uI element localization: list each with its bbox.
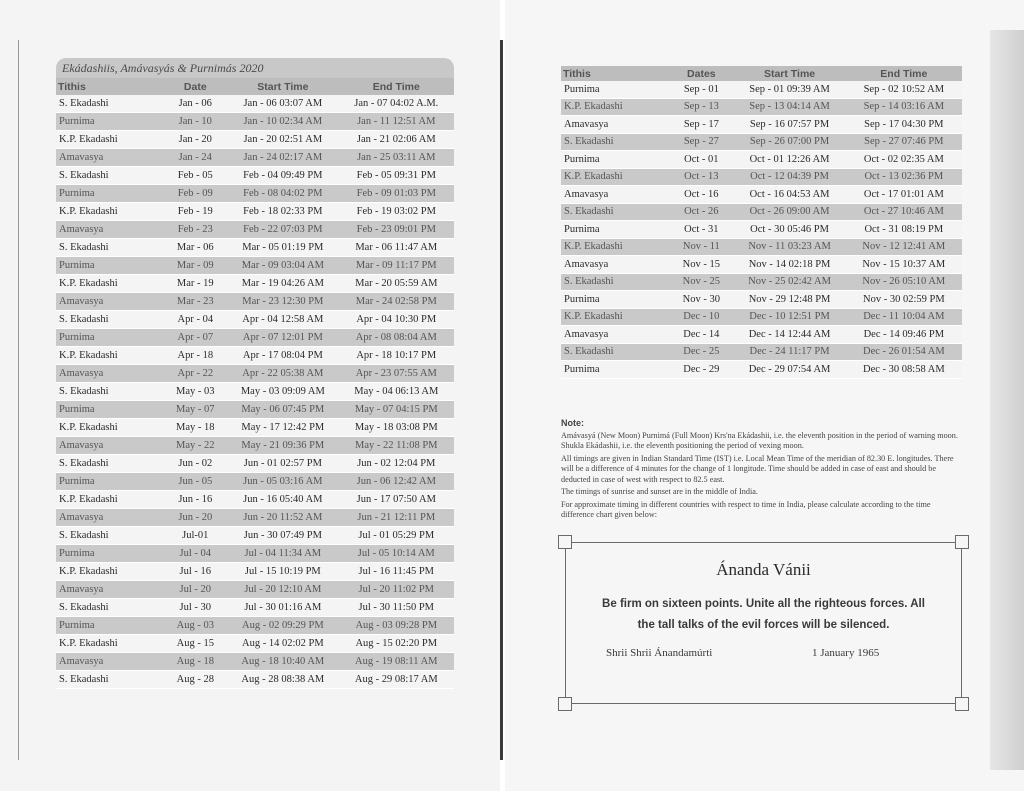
end-time-cell: Dec - 11 10:04 AM: [846, 308, 962, 326]
tithi-cell: Purnima: [56, 113, 163, 131]
start-time-cell: Nov - 25 02:42 AM: [733, 273, 845, 291]
tithi-cell: Purnima: [56, 545, 163, 563]
date-cell: Jun - 02: [163, 455, 227, 473]
tithi-cell: S. Ekadashi: [56, 95, 163, 113]
end-time-cell: Jun - 17 07:50 AM: [339, 491, 454, 509]
end-time-cell: Feb - 19 03:02 PM: [339, 203, 454, 221]
date-cell: May - 22: [163, 437, 227, 455]
table-row: [56, 95, 454, 113]
table-row: [56, 383, 454, 401]
table-row: [56, 527, 454, 545]
tithi-cell: Amavasya: [561, 326, 669, 344]
right-table-body: [561, 81, 962, 378]
start-time-cell: Oct - 30 05:46 PM: [733, 221, 845, 239]
tithi-cell: Amavasya: [56, 293, 163, 311]
right-tithi-table-section: [561, 66, 962, 379]
end-time-cell: Jan - 07 04:02 A.M.: [339, 95, 454, 113]
start-time-cell: Jul - 04 11:34 AM: [227, 545, 338, 563]
table-row: [56, 203, 454, 221]
quote-title: Ánanda Vánii: [716, 560, 811, 579]
date-cell: Feb - 05: [163, 167, 227, 185]
start-time-cell: Oct - 16 04:53 AM: [733, 186, 845, 204]
end-time-cell: Aug - 29 08:17 AM: [339, 671, 454, 689]
table-row: [56, 653, 454, 671]
date-cell: Jan - 10: [163, 113, 227, 131]
date-cell: Apr - 18: [163, 347, 227, 365]
ananda-vanii-box: [565, 542, 962, 704]
table-row: [56, 635, 454, 653]
date-cell: Jul-01: [163, 527, 227, 545]
date-cell: Nov - 15: [669, 256, 733, 274]
end-time-cell: May - 18 03:08 PM: [339, 419, 454, 437]
start-time-cell: May - 21 09:36 PM: [227, 437, 338, 455]
date-cell: Apr - 04: [163, 311, 227, 329]
start-time-cell: Jun - 05 03:16 AM: [227, 473, 338, 491]
table-row: [56, 581, 454, 599]
notes-title: Note:: [561, 418, 584, 428]
end-time-cell: Nov - 26 05:10 AM: [846, 273, 962, 291]
end-time-cell: Nov - 12 12:41 AM: [846, 238, 962, 256]
tithi-cell: Purnima: [561, 291, 669, 309]
table-row: [56, 455, 454, 473]
tithi-cell: S. Ekadashi: [56, 311, 163, 329]
date-cell: May - 03: [163, 383, 227, 401]
table-row: [561, 361, 962, 379]
end-time-cell: Mar - 09 11:17 PM: [339, 257, 454, 275]
start-time-cell: Feb - 22 07:03 PM: [227, 221, 338, 239]
date-cell: Dec - 10: [669, 308, 733, 326]
end-time-cell: Jun - 02 12:04 PM: [339, 455, 454, 473]
table-row: [56, 239, 454, 257]
end-time-cell: Jun - 06 12:42 AM: [339, 473, 454, 491]
tithi-cell: Amavasya: [56, 653, 163, 671]
end-time-cell: Jul - 01 05:29 PM: [339, 527, 454, 545]
date-cell: Jun - 05: [163, 473, 227, 491]
date-cell: Feb - 19: [163, 203, 227, 221]
tithi-cell: K.P. Ekadashi: [56, 275, 163, 293]
header-dates: Dates: [669, 66, 733, 81]
start-time-cell: Jul - 30 01:16 AM: [227, 599, 338, 617]
end-time-cell: Aug - 19 08:11 AM: [339, 653, 454, 671]
tithi-cell: Amavasya: [56, 221, 163, 239]
tithi-cell: Purnima: [56, 473, 163, 491]
end-time-cell: Feb - 23 09:01 PM: [339, 221, 454, 239]
table-row: [56, 545, 454, 563]
end-time-cell: Sep - 02 10:52 AM: [846, 81, 962, 98]
tithi-cell: Amavasya: [56, 581, 163, 599]
date-cell: Mar - 09: [163, 257, 227, 275]
end-time-cell: Oct - 31 08:19 PM: [846, 221, 962, 239]
table-row: [56, 257, 454, 275]
start-time-cell: Jan - 24 02:17 AM: [227, 149, 338, 167]
end-time-cell: May - 04 06:13 AM: [339, 383, 454, 401]
start-time-cell: Mar - 23 12:30 PM: [227, 293, 338, 311]
date-cell: Jun - 16: [163, 491, 227, 509]
table-row: [561, 221, 962, 239]
start-time-cell: Feb - 18 02:33 PM: [227, 203, 338, 221]
end-time-cell: May - 07 04:15 PM: [339, 401, 454, 419]
start-time-cell: Aug - 28 08:38 AM: [227, 671, 338, 689]
date-cell: Sep - 17: [669, 116, 733, 134]
tithi-cell: K.P. Ekadashi: [56, 491, 163, 509]
end-time-cell: Nov - 30 02:59 PM: [846, 291, 962, 309]
note-paragraph: The timings of sunrise and sunset are in the middle of India.: [561, 487, 758, 496]
table-caption: Ekádashiis, Amávasyás & Purnimás 2020: [56, 58, 454, 78]
tithi-cell: K.P. Ekadashi: [56, 635, 163, 653]
start-time-cell: Jun - 20 11:52 AM: [227, 509, 338, 527]
end-time-cell: Feb - 09 01:03 PM: [339, 185, 454, 203]
tithi-cell: Purnima: [56, 401, 163, 419]
header-start-time: Start Time: [227, 78, 338, 95]
date-cell: Dec - 25: [669, 343, 733, 361]
end-time-cell: Jun - 21 12:11 PM: [339, 509, 454, 527]
table-row: [56, 509, 454, 527]
tithi-cell: S. Ekadashi: [561, 343, 669, 361]
end-time-cell: Apr - 23 07:55 AM: [339, 365, 454, 383]
end-time-cell: Jul - 16 11:45 PM: [339, 563, 454, 581]
end-time-cell: Sep - 14 03:16 AM: [846, 98, 962, 116]
tithi-cell: Purnima: [56, 329, 163, 347]
start-time-cell: Jul - 20 12:10 AM: [227, 581, 338, 599]
end-time-cell: Oct - 13 02:36 PM: [846, 168, 962, 186]
date-cell: Oct - 13: [669, 168, 733, 186]
start-time-cell: Mar - 09 03:04 AM: [227, 257, 338, 275]
date-cell: Jan - 06: [163, 95, 227, 113]
table-row: [561, 256, 962, 274]
note-paragraph: All timings are given in Indian Standard Time (IST) i.e. Local Mean Time of the meridian of 82.30 E. longitudes. There will be a difference of 4 minutes for the change of 1 longitude. Time should be added in case of east and should be deducted in case of west with respect to 82.5 east.: [561, 453, 954, 484]
start-time-cell: Dec - 10 12:51 PM: [733, 308, 845, 326]
table-row: [561, 116, 962, 134]
end-time-cell: Nov - 15 10:37 AM: [846, 256, 962, 274]
header-start-time: Start Time: [733, 66, 845, 81]
table-row: [56, 671, 454, 689]
start-time-cell: Sep - 26 07:00 PM: [733, 133, 845, 151]
date-cell: Oct - 16: [669, 186, 733, 204]
date-cell: Sep - 01: [669, 81, 733, 98]
start-time-cell: Aug - 02 09:29 PM: [227, 617, 338, 635]
end-time-cell: Mar - 06 11:47 AM: [339, 239, 454, 257]
start-time-cell: Apr - 04 12:58 AM: [227, 311, 338, 329]
date-cell: Dec - 14: [669, 326, 733, 344]
left-tithi-table-section: [56, 58, 454, 689]
date-cell: Jul - 20: [163, 581, 227, 599]
end-time-cell: Apr - 08 08:04 AM: [339, 329, 454, 347]
start-time-cell: Nov - 11 03:23 AM: [733, 238, 845, 256]
table-row: [56, 617, 454, 635]
start-time-cell: Apr - 17 08:04 PM: [227, 347, 338, 365]
left-tithi-table: [56, 78, 454, 689]
table-row: [561, 133, 962, 151]
table-row: [561, 186, 962, 204]
table-row: [56, 491, 454, 509]
tithi-cell: S. Ekadashi: [56, 455, 163, 473]
table-row: [56, 311, 454, 329]
date-cell: May - 18: [163, 419, 227, 437]
tithi-cell: Amavasya: [561, 256, 669, 274]
date-cell: Nov - 30: [669, 291, 733, 309]
table-row: [561, 273, 962, 291]
date-cell: Aug - 03: [163, 617, 227, 635]
table-row: [56, 599, 454, 617]
right-tithi-table: [561, 66, 962, 379]
tithi-cell: S. Ekadashi: [56, 167, 163, 185]
date-cell: May - 07: [163, 401, 227, 419]
header-tithis: Tithis: [56, 78, 163, 95]
table-row: [56, 131, 454, 149]
left-table-body: [56, 95, 454, 689]
header-end-time: End Time: [846, 66, 962, 81]
start-time-cell: Aug - 14 02:02 PM: [227, 635, 338, 653]
end-time-cell: Aug - 15 02:20 PM: [339, 635, 454, 653]
note-paragraph: For approximate timing in different countries with respect to time in India, please calculate according to the time difference chart given below:: [561, 499, 931, 519]
tithi-cell: K.P. Ekadashi: [56, 347, 163, 365]
date-cell: Jan - 20: [163, 131, 227, 149]
date-cell: Aug - 18: [163, 653, 227, 671]
table-row: [56, 113, 454, 131]
tithi-cell: Purnima: [561, 221, 669, 239]
page-edge-shadow: [990, 30, 1024, 770]
date-cell: Mar - 19: [163, 275, 227, 293]
table-row: [56, 401, 454, 419]
table-header-row: [56, 78, 454, 95]
start-time-cell: Oct - 26 09:00 AM: [733, 203, 845, 221]
start-time-cell: Jun - 01 02:57 PM: [227, 455, 338, 473]
start-time-cell: Sep - 16 07:57 PM: [733, 116, 845, 134]
date-cell: Aug - 15: [163, 635, 227, 653]
table-row: [561, 151, 962, 169]
tithi-cell: S. Ekadashi: [56, 527, 163, 545]
table-row: [56, 275, 454, 293]
tithi-cell: K.P. Ekadashi: [561, 238, 669, 256]
tithi-cell: K.P. Ekadashi: [561, 308, 669, 326]
tithi-cell: K.P. Ekadashi: [56, 131, 163, 149]
end-time-cell: Mar - 20 05:59 AM: [339, 275, 454, 293]
tithi-cell: K.P. Ekadashi: [561, 98, 669, 116]
start-time-cell: Dec - 14 12:44 AM: [733, 326, 845, 344]
tithi-cell: K.P. Ekadashi: [56, 563, 163, 581]
start-time-cell: Apr - 07 12:01 PM: [227, 329, 338, 347]
date-cell: Aug - 28: [163, 671, 227, 689]
start-time-cell: Jul - 15 10:19 PM: [227, 563, 338, 581]
header-date: Date: [163, 78, 227, 95]
end-time-cell: Dec - 30 08:58 AM: [846, 361, 962, 379]
tithi-cell: Amavasya: [56, 509, 163, 527]
tithi-cell: S. Ekadashi: [56, 383, 163, 401]
end-time-cell: Oct - 02 02:35 AM: [846, 151, 962, 169]
end-time-cell: Aug - 03 09:28 PM: [339, 617, 454, 635]
end-time-cell: Sep - 17 04:30 PM: [846, 116, 962, 134]
date-cell: Apr - 07: [163, 329, 227, 347]
end-time-cell: Jan - 11 12:51 AM: [339, 113, 454, 131]
start-time-cell: Nov - 14 02:18 PM: [733, 256, 845, 274]
tithi-cell: K.P. Ekadashi: [561, 168, 669, 186]
tithi-cell: S. Ekadashi: [561, 203, 669, 221]
table-row: [561, 238, 962, 256]
date-cell: Nov - 11: [669, 238, 733, 256]
start-time-cell: Dec - 24 11:17 PM: [733, 343, 845, 361]
date-cell: Apr - 22: [163, 365, 227, 383]
date-cell: Oct - 26: [669, 203, 733, 221]
tithi-cell: S. Ekadashi: [561, 273, 669, 291]
table-row: [56, 293, 454, 311]
date-cell: Jun - 20: [163, 509, 227, 527]
tithi-cell: S. Ekadashi: [56, 671, 163, 689]
end-time-cell: Oct - 17 01:01 AM: [846, 186, 962, 204]
end-time-cell: Feb - 05 09:31 PM: [339, 167, 454, 185]
start-time-cell: Jan - 10 02:34 AM: [227, 113, 338, 131]
date-cell: Oct - 31: [669, 221, 733, 239]
corner-ornament: [558, 535, 572, 549]
corner-ornament: [558, 697, 572, 711]
start-time-cell: Aug - 18 10:40 AM: [227, 653, 338, 671]
end-time-cell: Oct - 27 10:46 AM: [846, 203, 962, 221]
end-time-cell: Apr - 04 10:30 PM: [339, 311, 454, 329]
start-time-cell: Feb - 08 04:02 PM: [227, 185, 338, 203]
tithi-cell: Amavasya: [561, 186, 669, 204]
end-time-cell: Jul - 05 10:14 AM: [339, 545, 454, 563]
start-time-cell: Jan - 20 02:51 AM: [227, 131, 338, 149]
table-row: [56, 221, 454, 239]
start-time-cell: Oct - 12 04:39 PM: [733, 168, 845, 186]
table-row: [561, 343, 962, 361]
tithi-cell: S. Ekadashi: [56, 599, 163, 617]
end-time-cell: Jul - 30 11:50 PM: [339, 599, 454, 617]
start-time-cell: Mar - 19 04:26 AM: [227, 275, 338, 293]
start-time-cell: Jun - 30 07:49 PM: [227, 527, 338, 545]
corner-ornament: [955, 697, 969, 711]
quote-line-1: Be firm on sixteen points. Unite all the righteous forces. All: [602, 598, 925, 610]
table-row: [561, 98, 962, 116]
table-row: [561, 203, 962, 221]
start-time-cell: Apr - 22 05:38 AM: [227, 365, 338, 383]
tithi-cell: Purnima: [561, 361, 669, 379]
tithi-cell: K.P. Ekadashi: [56, 203, 163, 221]
date-cell: Feb - 09: [163, 185, 227, 203]
quote-author: Shrii Shrii Ánandamúrti: [606, 647, 713, 659]
end-time-cell: May - 22 11:08 PM: [339, 437, 454, 455]
tithi-cell: Amavasya: [56, 365, 163, 383]
start-time-cell: Jan - 06 03:07 AM: [227, 95, 338, 113]
corner-ornament: [955, 535, 969, 549]
start-time-cell: Nov - 29 12:48 PM: [733, 291, 845, 309]
end-time-cell: Jul - 20 11:02 PM: [339, 581, 454, 599]
table-row: [561, 81, 962, 98]
end-time-cell: Apr - 18 10:17 PM: [339, 347, 454, 365]
header-tithis: Tithis: [561, 66, 669, 81]
table-row: [56, 365, 454, 383]
start-time-cell: Feb - 04 09:49 PM: [227, 167, 338, 185]
date-cell: Oct - 01: [669, 151, 733, 169]
date-cell: Feb - 23: [163, 221, 227, 239]
start-time-cell: May - 06 07:45 PM: [227, 401, 338, 419]
date-cell: Jan - 24: [163, 149, 227, 167]
table-row: [56, 329, 454, 347]
table-row: [56, 419, 454, 437]
table-header-row: [561, 66, 962, 81]
tithi-cell: K.P. Ekadashi: [56, 419, 163, 437]
end-time-cell: Sep - 27 07:46 PM: [846, 133, 962, 151]
tithi-cell: Purnima: [56, 617, 163, 635]
tithi-cell: Amavasya: [56, 437, 163, 455]
start-time-cell: May - 03 09:09 AM: [227, 383, 338, 401]
date-cell: Dec - 29: [669, 361, 733, 379]
date-cell: Jul - 30: [163, 599, 227, 617]
table-row: [561, 308, 962, 326]
start-time-cell: Jun - 16 05:40 AM: [227, 491, 338, 509]
date-cell: Jul - 04: [163, 545, 227, 563]
notes-section: [561, 418, 962, 523]
date-cell: Sep - 27: [669, 133, 733, 151]
page-edge-line: [18, 40, 19, 760]
table-row: [56, 167, 454, 185]
tithi-cell: S. Ekadashi: [56, 239, 163, 257]
quote-date: 1 January 1965: [812, 647, 880, 659]
table-row: [56, 437, 454, 455]
tithi-cell: Purnima: [561, 81, 669, 98]
date-cell: Sep - 13: [669, 98, 733, 116]
end-time-cell: Mar - 24 02:58 PM: [339, 293, 454, 311]
table-row: [56, 473, 454, 491]
table-row: [56, 149, 454, 167]
tithi-cell: Purnima: [56, 185, 163, 203]
tithi-cell: Amavasya: [561, 116, 669, 134]
table-row: [561, 168, 962, 186]
start-time-cell: Oct - 01 12:26 AM: [733, 151, 845, 169]
start-time-cell: Mar - 05 01:19 PM: [227, 239, 338, 257]
tithi-cell: Purnima: [56, 257, 163, 275]
tithi-cell: S. Ekadashi: [561, 133, 669, 151]
tithi-cell: Amavasya: [56, 149, 163, 167]
date-cell: Mar - 06: [163, 239, 227, 257]
table-row: [56, 347, 454, 365]
tithi-cell: Purnima: [561, 151, 669, 169]
book-spine: [500, 40, 503, 760]
table-row: [56, 563, 454, 581]
table-row: [561, 326, 962, 344]
quote-line-2: the tall talks of the evil forces will be silenced.: [637, 619, 890, 631]
end-time-cell: Dec - 14 09:46 PM: [846, 326, 962, 344]
end-time-cell: Jan - 25 03:11 AM: [339, 149, 454, 167]
end-time-cell: Jan - 21 02:06 AM: [339, 131, 454, 149]
start-time-cell: Dec - 29 07:54 AM: [733, 361, 845, 379]
header-end-time: End Time: [339, 78, 454, 95]
start-time-cell: Sep - 13 04:14 AM: [733, 98, 845, 116]
table-row: [56, 185, 454, 203]
start-time-cell: Sep - 01 09:39 AM: [733, 81, 845, 98]
end-time-cell: Dec - 26 01:54 AM: [846, 343, 962, 361]
date-cell: Jul - 16: [163, 563, 227, 581]
date-cell: Nov - 25: [669, 273, 733, 291]
note-paragraph: Amávasyá (New Moon) Purnimá (Full Moon) Krs'na Ekádashii, i.e. the eleventh position in the period of warning moon. Shukla Ekádashii, i.e. the eleventh positioning the period of vexing moon.: [561, 430, 958, 450]
table-row: [561, 291, 962, 309]
date-cell: Mar - 23: [163, 293, 227, 311]
start-time-cell: May - 17 12:42 PM: [227, 419, 338, 437]
